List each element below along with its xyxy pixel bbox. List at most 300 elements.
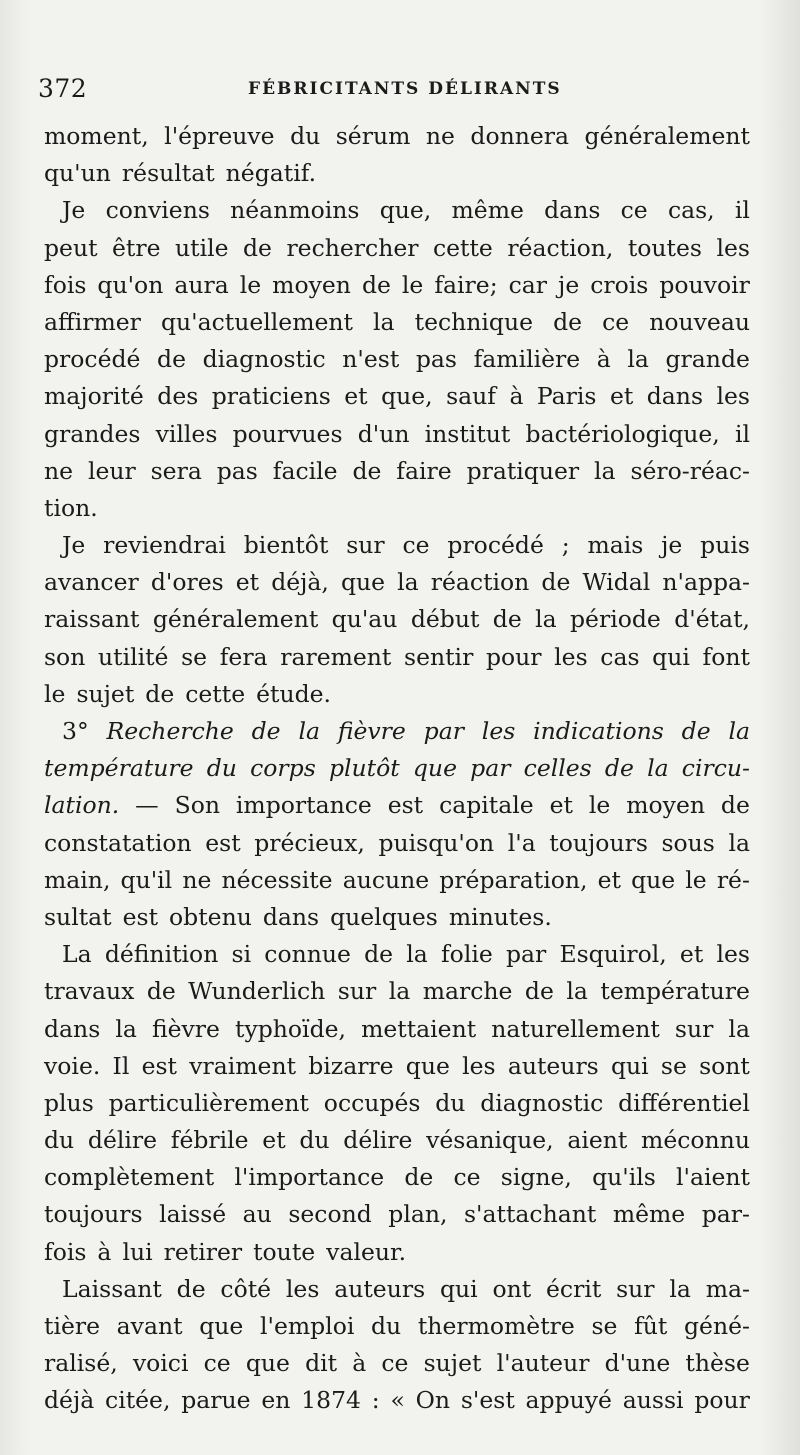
word: donnera [470,122,570,150]
text-line [44,899,750,936]
word: l'auteur [496,1349,590,1378]
word: Recherche [106,717,234,745]
word: aussi [622,1386,684,1415]
word: différentiel [618,1088,750,1117]
word: de [524,977,554,1006]
text-line [44,639,750,676]
text-line [44,750,750,787]
text-line [44,862,750,899]
word: qu'on [97,270,164,299]
word: la [298,717,320,745]
word: utile [175,233,229,262]
word: bizarre [308,1051,394,1080]
text-line [44,825,750,862]
text-line [44,490,750,527]
word: sera [150,456,202,485]
word: se [181,642,208,671]
word: la [373,307,395,336]
word: de [251,717,281,745]
word: cas, [667,196,715,225]
word: l'a [507,828,536,857]
word: laissé [159,1200,227,1229]
word: cette [432,233,493,262]
page-header [38,74,762,104]
word: obtenu [169,902,252,931]
text-line [44,1234,750,1271]
word: cas [600,642,640,671]
text-line [44,601,750,638]
word: qu'il [120,865,173,894]
word: de [492,605,522,634]
word: son [44,642,86,671]
word: auteurs [507,1051,599,1080]
word: Esquirol, [559,940,667,969]
word: l'aient [675,1163,750,1192]
word: que [405,1051,450,1080]
word: font [702,642,750,671]
word: sérum [335,122,411,150]
word: ce [203,1349,231,1378]
word: capitale [439,791,534,820]
word: Widal [582,568,651,597]
word: au [242,1200,272,1229]
word: température [44,754,194,783]
word: le [588,791,611,820]
word: du [206,754,237,783]
word: se [660,1051,687,1080]
word: grandes [44,419,141,448]
word: réaction, [507,233,614,262]
word: délire [343,1126,413,1155]
word: leur [87,456,136,485]
word: sujet [76,679,135,708]
word: diagnostic [202,345,326,374]
word: le [685,865,707,894]
word: praticiens [211,382,331,411]
word: que [245,1349,290,1378]
word: la [594,456,616,485]
body-text [44,118,750,1420]
word: que, [379,196,432,225]
word: peut [44,233,98,262]
word: de [364,940,394,969]
word: Laissant [62,1274,162,1303]
running-head: FÉBRICITANTS DÉLIRANTS [248,79,562,99]
word: ce [453,1163,481,1192]
word: sur [674,1014,714,1043]
word: facile [272,456,338,485]
word: préparation, [439,865,588,894]
word: est [141,1051,177,1080]
word: période [570,605,661,634]
word: faire [396,456,452,485]
word: qui [439,1274,478,1303]
word: réaction [430,568,530,597]
word: valeur. [326,1237,407,1266]
word: ma- [705,1274,750,1303]
word: circu- [681,754,750,783]
text-line [44,341,750,378]
word: même [451,196,524,225]
word: à [352,1349,367,1378]
word: d'ores [150,568,224,597]
word: par [423,717,464,745]
word: la [728,717,750,745]
word: naturellement [491,1014,660,1043]
word: et [235,568,260,597]
text-line [44,304,750,341]
word: de [720,791,750,820]
word: technique [414,307,534,336]
word: et [262,1126,286,1155]
word: ce [602,307,630,336]
word: citée, [105,1386,171,1415]
word: avancer [44,568,139,597]
word: et [549,791,573,820]
word: Il [112,1051,130,1080]
word: sultat [44,902,112,931]
word: le [44,679,66,708]
word: mettaient [361,1014,477,1043]
word: à [509,382,524,411]
word: dit [305,1349,338,1378]
word: bientôt [243,531,329,560]
word: aient [567,1126,628,1155]
word: rechercher [286,233,419,262]
word: utilité [97,642,169,671]
word: complètement [44,1163,215,1192]
word: parue [181,1386,251,1415]
word: nécessite [221,865,333,894]
word: des [157,382,199,411]
word: nouveau [649,307,750,336]
word: plutôt [328,754,400,783]
word: moment, [44,122,149,150]
word: la [566,977,588,1006]
page-number: 372 [38,74,88,103]
word: Je [62,531,86,560]
word: du [299,1126,330,1155]
text-line [44,1382,750,1419]
word: procédé [447,531,544,560]
word: sauf [446,382,496,411]
word: les [481,717,516,745]
word: ne [182,865,212,894]
word: second [288,1200,372,1229]
word: retirer [163,1237,243,1266]
word: même [612,1200,686,1229]
word: ré- [716,865,750,894]
word: ce [402,531,430,560]
word: particulièrement [108,1088,309,1117]
word: aucune [342,865,430,894]
word: thèse [685,1349,750,1378]
word: auteurs [334,1274,426,1303]
word: et [609,382,634,411]
word: vésanique, [426,1126,554,1155]
word: toujours [549,828,648,857]
word: être [112,233,161,262]
word: sujet [423,1349,482,1378]
word: fébrile [170,1126,249,1155]
word: par [470,754,511,783]
word: que, [381,382,433,411]
word: plus [44,1088,94,1117]
word: folie [440,940,493,969]
word: affirmer [44,307,141,336]
word: rarement [280,642,392,671]
text-line [44,118,750,155]
word: les [462,1051,496,1080]
word: ce [620,196,648,225]
word: le [401,270,424,299]
word: je [558,270,580,299]
word: ont [492,1274,532,1303]
word: la [115,1014,137,1043]
word: qu'un [44,159,111,188]
word: délire [87,1126,158,1155]
word: plan, [388,1200,448,1229]
text-line [44,267,750,304]
word: la [535,605,557,634]
word: ralisé, [44,1349,118,1378]
word: sur [616,1274,655,1303]
word: appuyé [525,1386,612,1415]
word: tière [44,1312,101,1340]
word: de [352,456,382,485]
text-line [44,676,750,713]
word: moyen [626,791,705,820]
word: et [344,382,368,411]
word: institut [424,419,511,448]
word: fièvre [337,717,406,745]
word: mais [587,531,644,560]
word: géné- [684,1312,750,1340]
word: constatation [44,828,192,857]
word: les [285,1274,320,1303]
word: toute [253,1237,316,1266]
word: étude. [256,679,332,708]
text-line [44,416,750,453]
word: qui [652,642,690,671]
word: fièvre [151,1014,220,1043]
word: la [669,1274,691,1303]
word: s'est [460,1386,515,1415]
word: par [505,940,547,969]
word: de [176,1274,206,1303]
word: généralement [152,605,319,634]
word: cette [185,679,246,708]
text-line [44,1345,750,1382]
text-line [44,378,750,415]
word: puis [700,531,750,560]
word: en [261,1386,291,1415]
word: aura [174,270,229,299]
word: minutes. [448,902,552,931]
word: se [591,1312,618,1340]
word: à [596,345,611,374]
word: que [340,568,386,597]
word: vraiment [189,1051,297,1080]
word: On [415,1386,451,1415]
word: occupés [323,1088,421,1117]
word: de [681,717,711,745]
word: — [135,791,159,820]
word: ne [44,456,74,485]
word: indications [533,717,664,745]
text-line [44,1271,750,1308]
word: dans [544,196,601,225]
word: procédé [44,345,141,374]
word: si [231,940,252,969]
word: début [410,605,480,634]
word: et [597,865,621,894]
word: déjà [44,1386,95,1415]
word: majorité [44,382,144,411]
word: les [554,642,588,671]
word: la [388,977,411,1006]
word: qui [610,1051,649,1080]
word: de [243,233,272,262]
word: ne [425,122,455,150]
word: je [661,531,683,560]
word: connue [264,940,351,969]
word: du [44,1126,75,1155]
text-line [44,1122,750,1159]
word: : [371,1386,380,1415]
word: par- [701,1200,750,1229]
word: qu'au [331,605,398,634]
word: Wunderlich [188,977,326,1006]
word: de [361,270,391,299]
word: les [716,233,750,262]
word: Je [62,196,86,225]
word: les [716,940,750,969]
text-line [44,453,750,490]
word: toutes [627,233,702,262]
word: typhoïde, [235,1014,346,1043]
text-line [44,230,750,267]
word: ; [561,531,570,560]
word: « [390,1386,405,1415]
word: corps [250,754,316,783]
word: est [205,828,241,857]
word: La [62,940,92,969]
word: sur [346,531,385,560]
text-line [44,527,750,564]
word: pourvues [232,419,343,448]
word: n'est [342,345,400,374]
word: pour [485,642,542,671]
word: bactériologique, [525,419,720,448]
word: du [290,122,321,150]
word: de [145,679,175,708]
word: importance [235,791,372,820]
word: généralement [584,122,750,150]
text-line [44,564,750,601]
word: main, [44,865,111,894]
word: Son [174,791,220,820]
word: précieux, [254,828,365,857]
word: méconnu [641,1126,750,1155]
word: thermomètre [417,1312,575,1340]
word: côté [220,1274,272,1303]
word: conviens [105,196,210,225]
word: dans [262,902,320,931]
word: familière [473,345,581,374]
word: puisqu'on [378,828,495,857]
word: reviendrai [103,531,226,560]
word: 1874 [301,1386,361,1415]
word: résultat [121,159,215,188]
word: est [387,791,424,820]
word: dans [646,382,703,411]
text-line [44,1085,750,1122]
word: qu'actuellement [160,307,353,336]
word: néanmoins [230,196,360,225]
word: moyen [272,270,351,299]
text-line [44,936,750,973]
word: ce [381,1349,409,1378]
word: sur [337,977,377,1006]
word: car [508,270,548,299]
word: n'appa- [662,568,750,597]
word: à [97,1237,112,1266]
text-line [44,155,750,192]
word: pas [415,345,457,374]
word: sont [699,1051,750,1080]
word: il [734,419,750,448]
word: de [541,568,571,597]
word: d'une [604,1349,671,1378]
word: l'importance [234,1163,385,1192]
word: les [716,382,750,411]
word: quelques [330,902,438,931]
word: Paris [536,382,597,411]
word: qu'ils [592,1163,656,1192]
word: fois [44,1237,87,1266]
word: 3° [62,717,89,745]
word: avant [116,1312,183,1340]
word: dans [44,1014,101,1043]
word: marche [422,977,513,1006]
word: travaux [44,977,135,1006]
word: diagnostic [480,1088,604,1117]
word: pour [694,1386,750,1415]
word: sentir [404,642,474,671]
word: crois [590,270,649,299]
text-line [44,787,750,824]
word: villes [155,419,218,448]
word: la [397,568,419,597]
word: du [435,1088,466,1117]
word: toujours [44,1200,143,1229]
word: l'emploi [259,1312,355,1340]
word: lation. [44,791,120,820]
text-line [44,1159,750,1196]
word: la [627,345,649,374]
word: pouvoir [659,270,750,299]
word: de [553,307,583,336]
word: écrit [546,1274,602,1303]
word: température [600,977,750,1006]
word: de [146,977,176,1006]
word: fera [219,642,268,671]
word: s'attachant [463,1200,597,1229]
word: la [647,754,669,783]
word: de [157,345,186,374]
word: la [728,828,750,857]
